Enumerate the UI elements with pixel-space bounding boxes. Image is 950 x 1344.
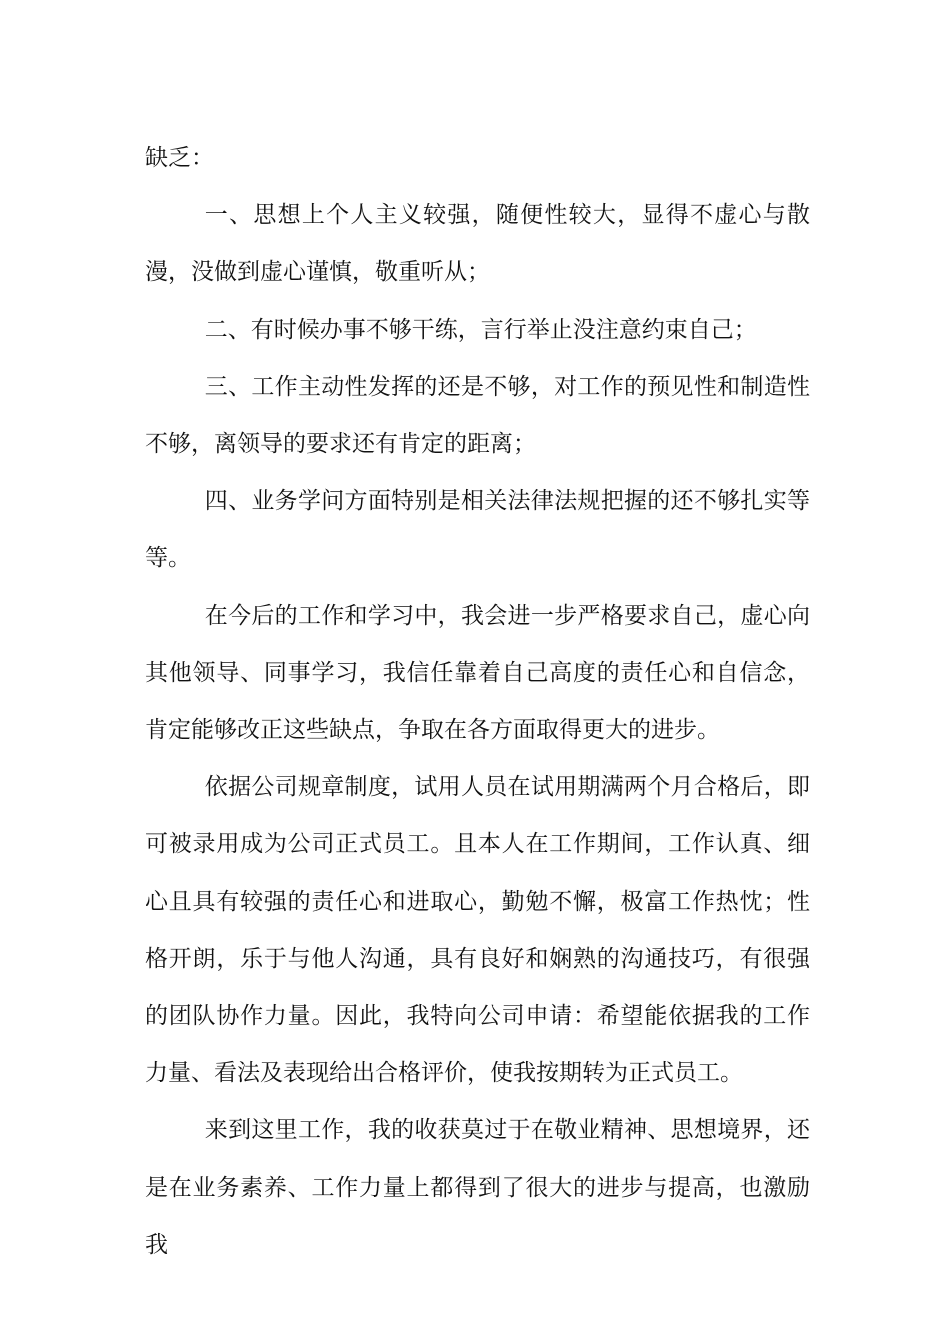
paragraph-shortcomings-intro: 缺乏：	[145, 145, 214, 171]
paragraph-future-plan: 在今后的工作和学习中，我会进一步严格要求自己，虚心向其他领导、同事学习，我信任靠着自己高度的责任心和自信念，肯定能够改正这些缺点，争取在各方面取得更大的进步。	[145, 602, 810, 744]
paragraph-point-two: 二、有时候办事不够干练，言行举止没注意约束自己；	[204, 316, 757, 343]
paragraph-gains: 来到这里工作，我的收获莫过于在敬业精神、思想境界，还是在业务素养、工作力量上都得到了很大的进步与提高，也激励我	[145, 1117, 810, 1258]
paragraph-point-three: 三、工作主动性发挥的还是不够，对工作的预见性和制造性不够，离领导的要求还有肯定的距离；	[145, 373, 810, 458]
paragraph-regularization-request: 依据公司规章制度，试用人员在试用期满两个月合格后，即可被录用成为公司正式员工。且本人在工作期间，工作认真、细心且具有较强的责任心和进取心，勤勉不懈，极富工作热忱；性格开朗，乐于与他人沟通，具有良好和娴熟的沟通技巧，有很强的团队协作力量。因此，我特向公司申请：希望能依据我的工作力量、看法及表现给出合格评价，使我按期转为正式员工。	[145, 774, 810, 1087]
paragraph-point-one: 一、思想上个人主义较强，随便性较大，显得不虚心与散漫，没做到虚心谨慎，敬重听从；	[145, 202, 810, 286]
paragraph-point-four: 四、业务学问方面特别是相关法律法规把握的还不够扎实等等。	[145, 488, 810, 572]
document-body	[145, 130, 810, 1274]
